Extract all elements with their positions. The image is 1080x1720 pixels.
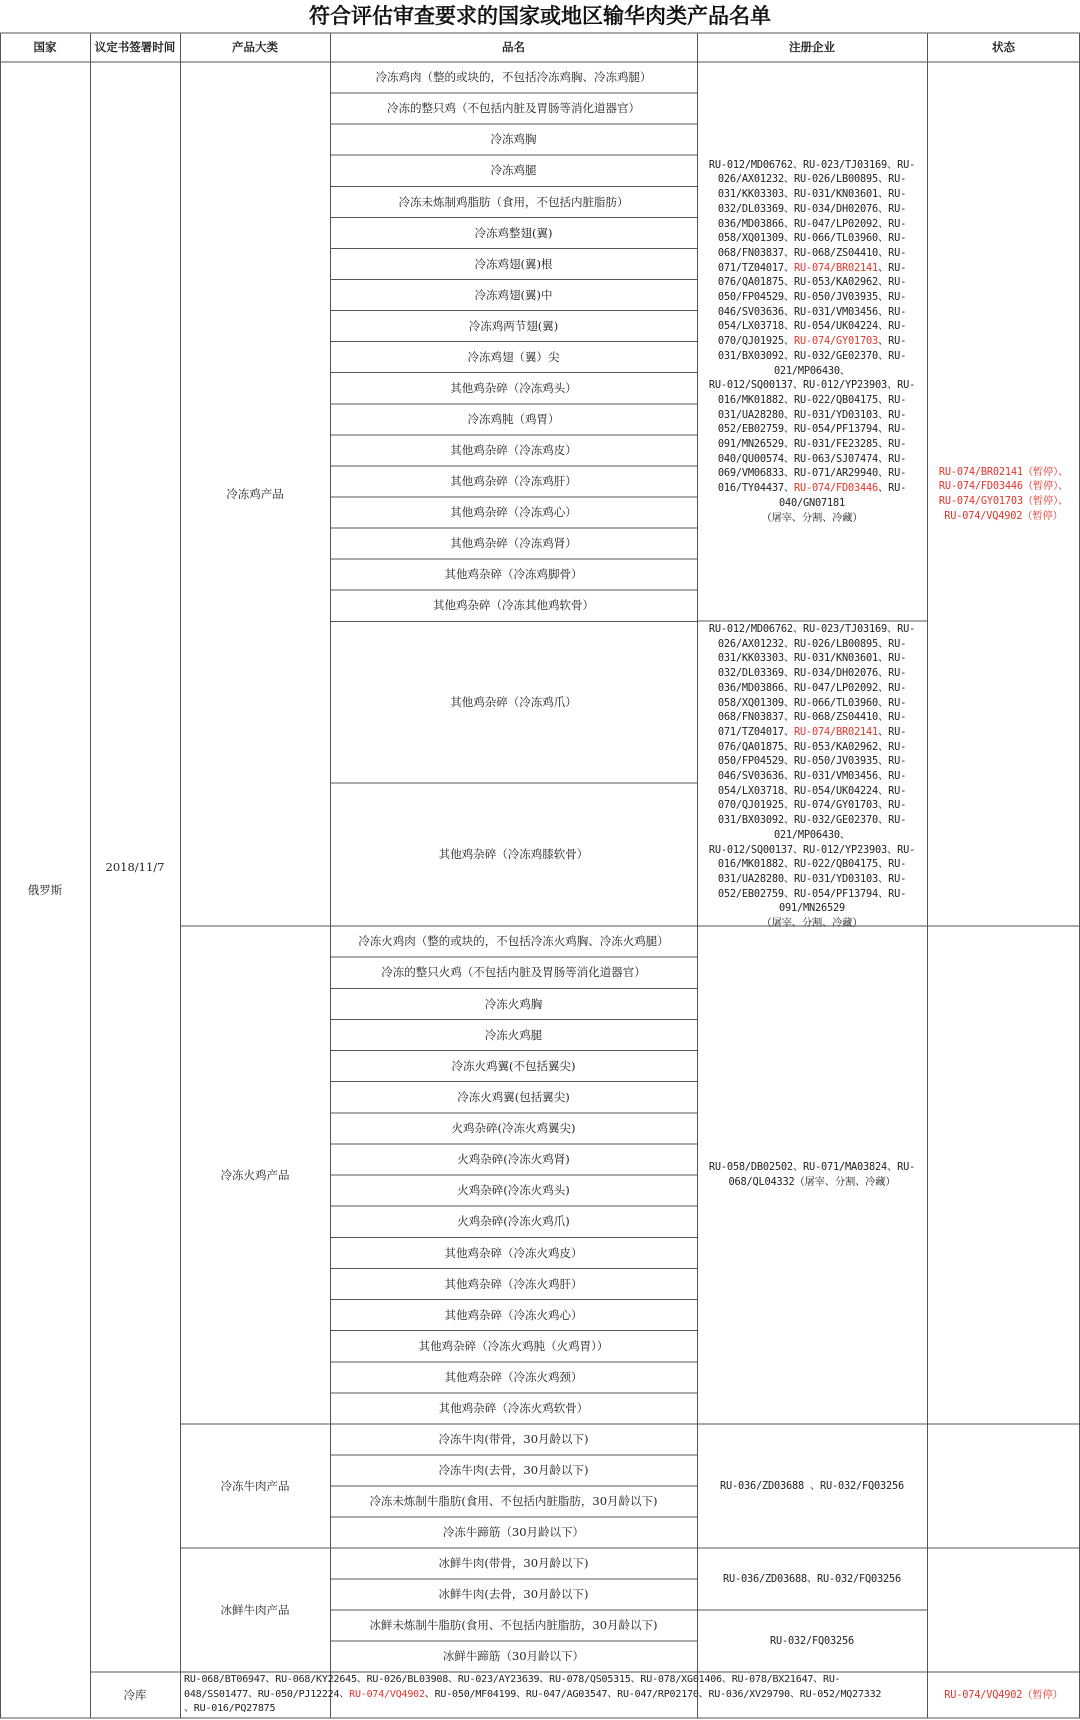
- text-line: [709, 290, 915, 305]
- product-name-chicken: 冷冻鸡肉（整的或块的，不包括冷冻鸡胸、冷冻鸡腿）: [375, 70, 652, 85]
- product-name-chicken: 冷冻未炼制鸡脂肪（食用，不包括内脏脂肪）: [398, 194, 629, 209]
- text-line: [709, 349, 915, 364]
- enterprise-code-text: RU-012/MD06762、RU-023/TJ03169、RU-: [708, 158, 916, 171]
- product-name-chicken: 冷冻鸡整翅(翼): [474, 225, 553, 240]
- text-line: [709, 437, 915, 452]
- enterprise-code-text: RU-012/SQ00137、RU-012/YP23903、RU-: [708, 843, 916, 856]
- status-frozen-beef: [927, 1424, 1080, 1548]
- highlighted-enterprise-code: RU-074/GY01703（暂停）、: [938, 495, 1069, 507]
- enterprise-code-text: 050/FP04529、RU-050/JV03935、RU-: [717, 291, 907, 304]
- product-name-turkey: 其他鸡杂碎（冷冻火鸡肫（火鸡胃））: [418, 1338, 609, 1353]
- enterprise-code-text: 091/MN26529、RU-031/FE23285、RU-: [717, 438, 907, 451]
- product-name-turkey: 冷冻的整只火鸡（不包括内脏及胃肠等消化道器官）: [381, 965, 646, 980]
- highlighted-enterprise-code: RU-074/VQ4902（暂停）: [944, 509, 1063, 522]
- enterprise-list-cold-storage-lines: [184, 1673, 881, 1717]
- category-fresh-beef: 冰鲜牛肉产品: [220, 1602, 290, 1617]
- text-line: [709, 725, 915, 740]
- product-name-fresh-beef: 冰鲜牛蹄筋（30月龄以下）: [442, 1649, 585, 1664]
- text-line: [709, 393, 915, 408]
- status-cold-storage: RU-074/VQ4902（暂停）: [944, 1688, 1063, 1701]
- product-name-chicken: 其他鸡杂碎（冷冻鸡肾）: [450, 536, 577, 551]
- text-line: [709, 843, 915, 858]
- status-fresh-beef: [927, 1548, 1080, 1672]
- product-name-fresh-beef: 冰鲜牛肉(去骨，30月龄以下): [438, 1587, 589, 1602]
- status-turkey: [927, 926, 1080, 1424]
- enterprise-code-text: 046/SV03636、RU-031/VM03456、RU-: [717, 305, 907, 318]
- category-chicken: 冷冻鸡产品: [226, 486, 284, 501]
- enterprise-code-text: 058/XQ01309、RU-066/TL03960、RU-: [717, 696, 907, 709]
- product-name-chicken: 其他鸡杂碎（冷冻鸡膝软骨）: [438, 847, 589, 862]
- enterprise-list-fresh-beef-b: RU-032/FQ03256: [770, 1634, 854, 1647]
- enterprise-code-text: 069/VM06833、RU-071/AR29940、RU-: [717, 467, 907, 480]
- header-country: 国家: [33, 40, 57, 55]
- enterprise-code-text: 036/MD03866、RU-047/LP02092、RU-: [717, 217, 907, 230]
- enterprise-code-text: 032/DL03369、RU-034/DH02076、RU-: [717, 667, 907, 680]
- enterprise-code-text: 026/AX01232、RU-026/LB00895、RU-: [717, 173, 907, 186]
- enterprise-code-text: 031/KK03303、RU-031/KN03601、RU-: [717, 652, 907, 665]
- enterprise-code-text: 076/QA01875、RU-053/KA02962、RU-: [717, 740, 907, 753]
- enterprise-code-text: 048/SS01477、RU-050/PJ12224、: [184, 1688, 350, 1700]
- enterprise-code-text: 050/FP04529、RU-050/JV03935、RU-: [717, 755, 907, 768]
- product-name-frozen-beef: 冷冻牛肉(带骨，30月龄以下): [438, 1432, 589, 1447]
- enterprise-code-text: 016/MK01882、RU-022/QB04175、RU-: [717, 858, 907, 871]
- enterprise-code-text: 、RU-: [877, 725, 907, 738]
- product-name-turkey: 其他鸡杂碎（冷冻火鸡软骨）: [438, 1401, 589, 1416]
- product-name-chicken: 其他鸡杂碎（冷冻鸡爪）: [450, 694, 577, 709]
- enterprise-code-text: 070/QJ01925、: [717, 335, 794, 348]
- product-name-chicken: 冷冻鸡两节翅(翼): [468, 318, 559, 333]
- enterprise-code-text: 、RU-016/PQ27875: [184, 1703, 276, 1715]
- category-frozen-beef: 冷冻牛肉产品: [220, 1478, 290, 1493]
- country-cell: 俄罗斯: [27, 882, 63, 897]
- text-line: [709, 246, 915, 261]
- enterprise-list-turkey: [697, 926, 927, 1424]
- enterprise-code-text: 、RU-050/MF04199、RU-047/AG03547、RU-047/RP02170、RU-036/XV29790、RU-052/MQ27332: [424, 1688, 882, 1700]
- header-enterprise: 注册企业: [789, 40, 835, 55]
- product-name-turkey: 其他鸡杂碎（冷冻火鸡颈）: [444, 1370, 583, 1385]
- product-name-chicken: 其他鸡杂碎（冷冻其他鸡软骨）: [433, 598, 594, 613]
- enterprise-code-text: 091/MN26529: [778, 902, 845, 915]
- product-name-chicken: 冷冻鸡翅（翼）尖: [467, 349, 560, 364]
- enterprise-code-text: 046/SV03636、RU-031/VM03456、RU-: [717, 770, 907, 783]
- enterprise-list-fresh-beef-a: RU-036/ZD03688、RU-032/FQ03256: [722, 1572, 902, 1585]
- product-name-turkey: 其他鸡杂碎（冷冻火鸡皮）: [444, 1245, 583, 1260]
- highlighted-enterprise-code: RU-074/VQ4902: [349, 1688, 425, 1700]
- text-line: [184, 1688, 881, 1703]
- product-name-frozen-beef: 冷冻牛蹄筋（30月龄以下）: [442, 1525, 585, 1540]
- text-line: [709, 319, 915, 334]
- document-title: 符合评估审查要求的国家或地区输华肉类产品名单: [309, 3, 771, 28]
- text-line: [939, 509, 1068, 524]
- text-line: [709, 622, 915, 637]
- header-product-name: 品名: [502, 40, 525, 55]
- product-name-frozen-beef: 冷冻未炼制牛脂肪(食用、不包括内脏脂肪，30月龄以下): [369, 1494, 658, 1509]
- text-line: [709, 261, 915, 276]
- text-line: [709, 754, 915, 769]
- text-line: [709, 334, 915, 349]
- text-line: [709, 857, 915, 872]
- highlighted-enterprise-code: RU-074/FD03446（暂停）、: [938, 480, 1069, 493]
- product-name-turkey: 冷冻火鸡翼(不包括翼尖): [451, 1058, 576, 1073]
- enterprise-code-text: 、RU-: [877, 482, 907, 495]
- enterprise-code-text: （屠宰、分割、冷藏）: [761, 511, 863, 524]
- text-line: [709, 275, 915, 290]
- text-line: [709, 828, 915, 843]
- enterprise-code-text: 070/QJ01925、RU-074/GY01703、RU-: [717, 799, 907, 812]
- product-name-chicken: 其他鸡杂碎（冷冻鸡头）: [450, 380, 577, 395]
- product-name-turkey: 火鸡杂碎(冷冻火鸡肾): [457, 1152, 570, 1167]
- enterprise-code-text: 021/MP06430、: [773, 364, 851, 377]
- enterprise-list-turkey-lines: [709, 1160, 915, 1189]
- enterprise-code-text: 068/FN03837、RU-068/ZS04410、RU-: [717, 246, 907, 259]
- product-name-turkey: 冷冻火鸡胸: [484, 996, 543, 1011]
- enterprise-code-text: 076/QA01875、RU-053/KA02962、RU-: [717, 276, 907, 289]
- enterprise-code-text: 021/MP06430、: [773, 828, 851, 841]
- product-name-turkey: 冷冻火鸡肉（整的或块的，不包括冷冻火鸡胸、冷冻火鸡腿）: [358, 934, 669, 949]
- text-line: [709, 901, 915, 916]
- text-line: [184, 1673, 881, 1688]
- text-line: [184, 1702, 881, 1717]
- enterprise-code-text: 026/AX01232、RU-026/LB00895、RU-: [717, 637, 907, 650]
- enterprise-code-text: 068/FN03837、RU-068/ZS04410、RU-: [717, 711, 907, 724]
- text-line: [709, 231, 915, 246]
- product-name-turkey: 火鸡杂碎(冷冻火鸡翼尖): [451, 1121, 576, 1136]
- header-status: 状态: [992, 40, 1015, 55]
- text-line: [709, 887, 915, 902]
- text-line: [709, 1160, 915, 1175]
- enterprise-code-text: 031/BX03092、RU-032/GE02370、RU-: [717, 814, 907, 827]
- text-line: [709, 187, 915, 202]
- text-line: [709, 364, 915, 379]
- product-name-chicken: 其他鸡杂碎（冷冻鸡皮）: [450, 443, 577, 458]
- enterprise-code-text: 016/TY04437、: [717, 482, 794, 495]
- text-line: [709, 666, 915, 681]
- enterprise-code-text: RU-068/BT06947、RU-068/KY22645、RU-026/BL03908、RU-023/AY23639、RU-078/QS05315、RU-078/XG01406、RU-078/BX21647、RU-: [184, 1673, 841, 1685]
- text-line: [709, 408, 915, 423]
- product-name-chicken: 其他鸡杂碎（冷冻鸡脚骨）: [444, 567, 583, 582]
- product-name-chicken: 冷冻鸡翅(翼)中: [474, 287, 553, 302]
- signing-date-cell: 2018/11/7: [105, 859, 165, 874]
- enterprise-code-text: 054/LX03718、RU-054/UK04224、RU-: [717, 320, 907, 333]
- enterprise-list-chicken-b: [697, 621, 927, 930]
- enterprise-code-text: 、RU-: [877, 261, 907, 274]
- enterprise-code-text: （屠宰、分割、冷藏）: [761, 917, 863, 930]
- category-turkey: 冷冻火鸡产品: [220, 1167, 290, 1182]
- header-signing-date: 议定书签署时间: [94, 40, 176, 55]
- status-chicken-lines: [939, 465, 1068, 524]
- product-name-chicken: 冷冻鸡腿: [490, 163, 537, 178]
- enterprise-code-text: 031/BX03092、RU-032/GE02370、RU-: [717, 349, 907, 362]
- enterprise-code-text: 、RU-: [877, 335, 907, 348]
- text-line: [709, 217, 915, 232]
- enterprise-code-text: 040/GN07181: [778, 496, 845, 509]
- product-name-turkey: 火鸡杂碎(冷冻火鸡爪): [457, 1214, 570, 1229]
- highlighted-enterprise-code: RU-074/BR02141（暂停）、: [938, 465, 1069, 478]
- product-name-turkey: 冷冻火鸡翼(包括翼尖): [457, 1089, 570, 1104]
- product-name-chicken: 其他鸡杂碎（冷冻鸡心）: [450, 505, 577, 520]
- text-line: [709, 651, 915, 666]
- enterprise-code-text: RU-012/MD06762、RU-023/TJ03169、RU-: [708, 623, 916, 635]
- enterprise-code-text: 031/UA28280、RU-031/YD03103、RU-: [717, 872, 907, 885]
- text-line: [709, 696, 915, 711]
- text-line: [709, 466, 915, 481]
- enterprise-code-text: RU-058/DB02502、RU-071/MA03824、RU-: [708, 1161, 916, 1174]
- text-line: [709, 784, 915, 799]
- status-chicken: [927, 62, 1080, 926]
- enterprise-list-chicken-a-lines: [709, 158, 915, 526]
- text-line: [709, 158, 915, 173]
- text-line: [709, 769, 915, 784]
- product-name-turkey: 其他鸡杂碎（冷冻火鸡肝）: [444, 1276, 583, 1291]
- product-name-fresh-beef: 冰鲜牛肉(带骨，30月龄以下): [438, 1556, 589, 1571]
- enterprise-code-text: 016/MK01882、RU-022/QB04175、RU-: [717, 393, 907, 406]
- enterprise-list-frozen-beef: RU-036/ZD03688 、RU-032/FQ03256: [719, 1479, 905, 1492]
- text-line: [939, 479, 1068, 494]
- text-line: [709, 872, 915, 887]
- enterprise-code-text: 052/EB02759、RU-054/PF13794、RU-: [717, 887, 907, 900]
- enterprise-code-text: 054/LX03718、RU-054/UK04224、RU-: [717, 784, 907, 797]
- product-name-chicken: 冷冻鸡翅(翼)根: [474, 256, 553, 271]
- text-line: [709, 305, 915, 320]
- enterprise-list-chicken-b-lines: [709, 622, 915, 931]
- text-line: [709, 740, 915, 755]
- enterprise-code-text: 032/DL03369、RU-034/DH02076、RU-: [717, 202, 907, 215]
- product-name-turkey: 火鸡杂碎(冷冻火鸡头): [457, 1183, 570, 1198]
- enterprise-code-text: 031/KK03303、RU-031/KN03601、RU-: [717, 188, 907, 201]
- enterprise-code-text: 031/UA28280、RU-031/YD03103、RU-: [717, 408, 907, 421]
- text-line: [709, 496, 915, 511]
- text-line: [709, 798, 915, 813]
- product-name-chicken: 冷冻的整只鸡（不包括内脏及胃肠等消化道器官）: [387, 101, 640, 116]
- product-name-chicken: 冷冻鸡胸: [490, 132, 537, 147]
- category-cold-storage: 冷库: [123, 1687, 147, 1702]
- enterprise-code-text: 052/EB02759、RU-054/PF13794、RU-: [717, 423, 907, 436]
- highlighted-enterprise-code: RU-074/BR02141: [793, 725, 878, 738]
- text-line: [709, 481, 915, 496]
- text-line: [939, 465, 1068, 480]
- text-line: [709, 637, 915, 652]
- enterprise-code-text: RU-012/SQ00137、RU-012/YP23903、RU-: [708, 379, 916, 392]
- header-category: 产品大类: [232, 40, 278, 55]
- product-name-turkey: 冷冻火鸡腿: [484, 1027, 543, 1042]
- product-name-turkey: 其他鸡杂碎（冷冻火鸡心）: [444, 1307, 583, 1322]
- text-line: [709, 452, 915, 467]
- text-line: [709, 710, 915, 725]
- enterprise-code-text: 036/MD03866、RU-047/LP02092、RU-: [717, 681, 907, 694]
- text-line: [709, 1175, 915, 1190]
- enterprise-code-text: 040/QU00574、RU-063/SJ07474、RU-: [717, 452, 907, 465]
- enterprise-list-chicken-a: [697, 62, 927, 621]
- highlighted-enterprise-code: RU-074/FD03446: [793, 482, 878, 495]
- text-line: [709, 422, 915, 437]
- text-line: [709, 813, 915, 828]
- enterprise-code-text: 071/TZ04017、: [717, 261, 794, 274]
- product-name-fresh-beef: 冰鲜未炼制牛脂肪(食用、不包括内脏脂肪，30月龄以下): [369, 1618, 658, 1633]
- product-name-chicken: 其他鸡杂碎（冷冻鸡肝）: [450, 474, 577, 489]
- highlighted-enterprise-code: RU-074/GY01703: [793, 335, 878, 348]
- text-line: [709, 172, 915, 187]
- text-line: [709, 378, 915, 393]
- highlighted-enterprise-code: RU-074/BR02141: [793, 261, 878, 274]
- text-line: [939, 494, 1068, 509]
- enterprise-code-text: 068/QL04332（屠宰、分割、冷藏）: [728, 1176, 896, 1188]
- enterprise-code-text: 071/TZ04017、: [717, 725, 794, 738]
- product-name-chicken: 冷冻鸡肫（鸡胃）: [467, 412, 560, 426]
- text-line: [709, 511, 915, 526]
- text-line: [709, 681, 915, 696]
- text-line: [709, 202, 915, 217]
- enterprise-code-text: 058/XQ01309、RU-066/TL03960、RU-: [717, 232, 907, 245]
- enterprise-list-cold-storage: [182, 1672, 927, 1718]
- product-name-frozen-beef: 冷冻牛肉(去骨，30月龄以下): [438, 1463, 589, 1478]
